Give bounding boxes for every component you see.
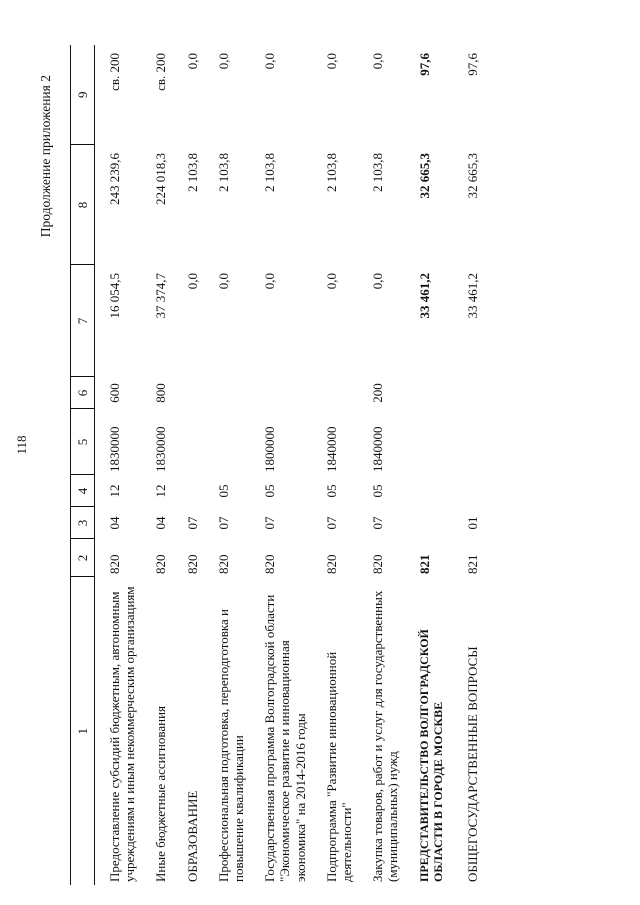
column-header: 5 xyxy=(71,409,95,475)
cell-col9: 0,0 xyxy=(370,53,386,70)
table-row xyxy=(204,45,250,885)
cell-target: 1840000 xyxy=(370,426,386,472)
row-name: Закупка товаров, работ и услуг для государственных (муниципальных) нужд xyxy=(370,590,401,882)
cell-col8: 243 239,6 xyxy=(107,153,122,205)
row-name: ОБРАЗОВАНИЕ xyxy=(184,790,200,882)
table-header-row xyxy=(71,45,95,885)
cell-col7: 37 374,7 xyxy=(153,273,169,319)
cell-subsection: 12 xyxy=(153,484,169,498)
cell-col9: 0,0 xyxy=(262,53,278,70)
cell-target xyxy=(405,409,449,475)
cell-col7: 0,0 xyxy=(323,273,339,290)
table-row xyxy=(358,45,404,885)
cell-section: 07 xyxy=(262,516,278,530)
cell-code: 820 xyxy=(153,554,169,574)
cell-col9: 0,0 xyxy=(215,53,231,70)
cell-section: 07 xyxy=(184,516,200,530)
cell-target: 1830000 xyxy=(107,426,122,472)
cell-code: 821 xyxy=(416,554,432,574)
cell-col9: 97,6 xyxy=(416,53,432,76)
table-row xyxy=(312,45,358,885)
table-row xyxy=(449,45,484,885)
cell-type xyxy=(405,377,449,409)
cell-type xyxy=(250,377,312,409)
cell-col7: 0,0 xyxy=(370,273,386,290)
column-header: 4 xyxy=(71,475,95,507)
cell-col7: 0,0 xyxy=(184,273,200,290)
row-name: Иные бюджетные ассигнования xyxy=(153,705,169,882)
continuation-header: Продолжение приложения 2 xyxy=(38,75,53,238)
cell-col8: 224 018,3 xyxy=(153,153,169,205)
cell-col8: 2 103,8 xyxy=(215,153,231,192)
cell-code: 820 xyxy=(184,554,200,574)
cell-col8: 2 103,8 xyxy=(184,153,200,192)
cell-target: 1800000 xyxy=(262,426,278,472)
cell-type: 800 xyxy=(153,383,169,403)
cell-col9: 0,0 xyxy=(323,53,339,70)
table-row xyxy=(173,45,204,885)
column-header: 1 xyxy=(71,577,95,885)
cell-col7: 0,0 xyxy=(262,273,278,290)
cell-col8: 2 103,8 xyxy=(370,153,386,192)
column-header: 7 xyxy=(71,265,95,377)
row-name: Подпрограмма "Развитие инновационной деятельности" xyxy=(323,651,355,882)
cell-code: 820 xyxy=(262,554,278,574)
column-header: 3 xyxy=(71,507,95,539)
cell-section: 01 xyxy=(464,516,480,530)
cell-subsection: 05 xyxy=(323,484,339,498)
budget-table xyxy=(70,45,484,885)
cell-subsection: 05 xyxy=(262,484,278,498)
cell-target xyxy=(173,409,204,475)
cell-target xyxy=(204,409,250,475)
cell-type xyxy=(312,377,358,409)
cell-col9: св. 200 xyxy=(153,53,169,91)
column-header: 6 xyxy=(71,377,95,409)
cell-subsection xyxy=(405,475,449,507)
cell-target xyxy=(449,409,484,475)
cell-section: 04 xyxy=(153,516,169,530)
cell-col8: 2 103,8 xyxy=(262,153,278,192)
cell-code: 820 xyxy=(370,554,386,574)
cell-section xyxy=(405,507,449,539)
cell-target: 1840000 xyxy=(323,426,339,472)
cell-code: 821 xyxy=(464,554,480,574)
column-header: 9 xyxy=(71,45,95,145)
cell-col7: 33 461,2 xyxy=(416,273,432,319)
cell-type xyxy=(173,377,204,409)
table-row-bold xyxy=(405,45,449,885)
cell-type: 200 xyxy=(370,383,386,403)
column-header: 2 xyxy=(71,539,95,577)
cell-subsection xyxy=(173,475,204,507)
cell-subsection xyxy=(449,475,484,507)
page-number: 118 xyxy=(14,435,29,455)
cell-col7: 33 461,2 xyxy=(464,273,480,319)
row-name: ПРЕДСТАВИТЕЛЬСТВО ВОЛГОГРАДСКОЙ ОБЛАСТИ В ГОРОДЕ МОСКВЕ xyxy=(416,629,445,882)
cell-col8: 32 665,3 xyxy=(416,153,432,199)
cell-subsection: 05 xyxy=(215,484,231,498)
cell-col8: 2 103,8 xyxy=(323,153,339,192)
cell-subsection: 12 xyxy=(107,484,122,498)
cell-code: 820 xyxy=(323,554,339,574)
table-row xyxy=(95,45,142,885)
table-row xyxy=(141,45,172,885)
cell-col9: 0,0 xyxy=(184,53,200,70)
table-row xyxy=(250,45,312,885)
row-name: Профессиональная подготовка, переподготовка и повышение квалификации xyxy=(215,609,247,882)
cell-section: 07 xyxy=(370,516,386,530)
cell-code: 820 xyxy=(215,554,231,574)
row-name: Государственная программа Волгоградской области "Экономическое развитие и инновационная экономика" на 2014-2016 годы xyxy=(262,594,308,882)
cell-type: 600 xyxy=(107,383,122,403)
cell-type xyxy=(204,377,250,409)
cell-section: 04 xyxy=(107,516,122,530)
row-name: Предоставление субсидий бюджетным, автономным учреждениям и иным некоммерческим организациям xyxy=(107,586,138,882)
cell-target: 1830000 xyxy=(153,426,169,472)
cell-col7: 16 054,5 xyxy=(107,273,122,319)
row-name: ОБЩЕГОСУДАРСТВЕННЫЕ ВОПРОСЫ xyxy=(464,646,480,882)
cell-section: 07 xyxy=(215,516,231,530)
cell-col7: 0,0 xyxy=(215,273,231,290)
cell-col9: св. 200 xyxy=(107,53,122,91)
cell-code: 820 xyxy=(107,554,122,574)
cell-col9: 97,6 xyxy=(464,53,480,76)
cell-type xyxy=(449,377,484,409)
cell-section: 07 xyxy=(323,516,339,530)
cell-subsection: 05 xyxy=(370,484,386,498)
column-header: 8 xyxy=(71,145,95,265)
cell-col8: 32 665,3 xyxy=(464,153,480,199)
